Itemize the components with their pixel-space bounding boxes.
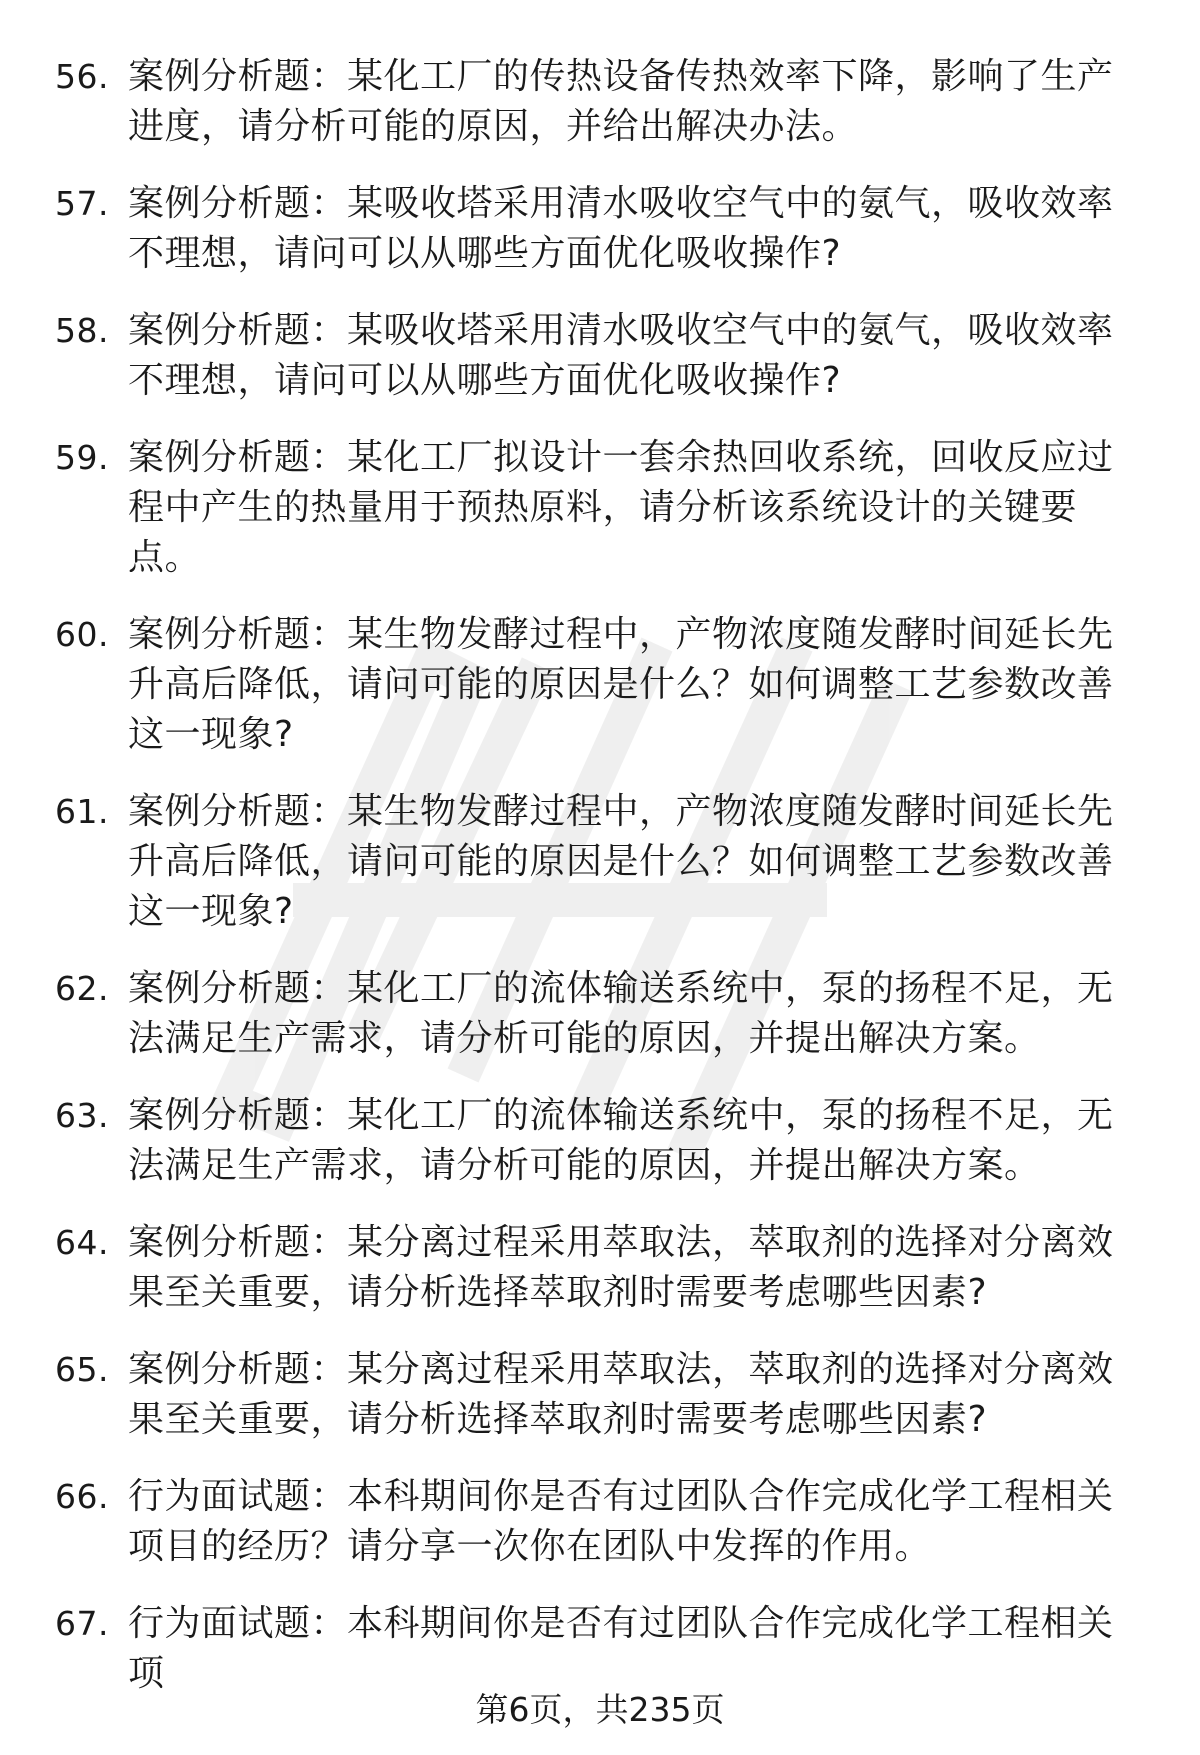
question-text: 案例分析题：某生物发酵过程中，产物浓度随发酵时间延长先升高后降低，请问可能的原因是什么？如何调整工艺参数改善这一现象?	[128, 614, 1114, 755]
question-item	[0, 610, 1200, 760]
question-number: 59.	[55, 438, 109, 477]
question-item	[0, 1472, 1200, 1572]
question-text: 案例分析题：某分离过程采用萃取法，萃取剂的选择对分离效果至关重要，请分析选择萃取剂时需要考虑哪些因素?	[128, 1349, 1114, 1440]
question-number: 65.	[55, 1350, 109, 1389]
question-number: 57.	[55, 184, 109, 223]
question-number: 61.	[55, 792, 109, 831]
question-text: 行为面试题：本科期间你是否有过团队合作完成化学工程相关项目的经历？请分享一次你在团队中发挥的作用。	[128, 1476, 1114, 1567]
question-number: 64.	[55, 1223, 109, 1262]
question-number: 58.	[55, 311, 109, 350]
question-item	[0, 964, 1200, 1064]
question-number: 63.	[55, 1096, 109, 1135]
question-text: 案例分析题：某吸收塔采用清水吸收空气中的氨气，吸收效率不理想，请问可以从哪些方面优化吸收操作?	[128, 310, 1114, 401]
question-text: 案例分析题：某化工厂的流体输送系统中，泵的扬程不足，无法满足生产需求，请分析可能的原因，并提出解决方案。	[128, 968, 1114, 1059]
question-number: 67.	[55, 1604, 109, 1643]
question-list	[0, 52, 1200, 1694]
page-footer: 第6页，共235页	[475, 1690, 725, 1729]
question-text: 案例分析题：某分离过程采用萃取法，萃取剂的选择对分离效果至关重要，请分析选择萃取剂时需要考虑哪些因素?	[128, 1222, 1114, 1313]
question-text: 行为面试题：本科期间你是否有过团队合作完成化学工程相关项	[128, 1603, 1114, 1694]
question-item	[0, 1345, 1200, 1445]
question-text: 案例分析题：某化工厂的传热设备传热效率下降，影响了生产进度，请分析可能的原因，并给出解决办法。	[128, 56, 1114, 147]
question-item	[0, 179, 1200, 279]
question-item	[0, 52, 1200, 152]
question-number: 60.	[55, 615, 109, 654]
question-item	[0, 1599, 1200, 1694]
question-text: 案例分析题：某生物发酵过程中，产物浓度随发酵时间延长先升高后降低，请问可能的原因是什么？如何调整工艺参数改善这一现象?	[128, 791, 1114, 932]
question-number: 66.	[55, 1477, 109, 1516]
question-number: 62.	[55, 969, 109, 1008]
question-item	[0, 787, 1200, 937]
question-text: 案例分析题：某化工厂拟设计一套余热回收系统，回收反应过程中产生的热量用于预热原料，请分析该系统设计的关键要点。	[128, 437, 1114, 578]
question-text: 案例分析题：某吸收塔采用清水吸收空气中的氨气，吸收效率不理想，请问可以从哪些方面优化吸收操作?	[128, 183, 1114, 274]
question-number: 56.	[55, 57, 109, 96]
question-item	[0, 1091, 1200, 1191]
question-item	[0, 1218, 1200, 1318]
question-item	[0, 306, 1200, 406]
question-item	[0, 433, 1200, 583]
question-text: 案例分析题：某化工厂的流体输送系统中，泵的扬程不足，无法满足生产需求，请分析可能的原因，并提出解决方案。	[128, 1095, 1114, 1186]
